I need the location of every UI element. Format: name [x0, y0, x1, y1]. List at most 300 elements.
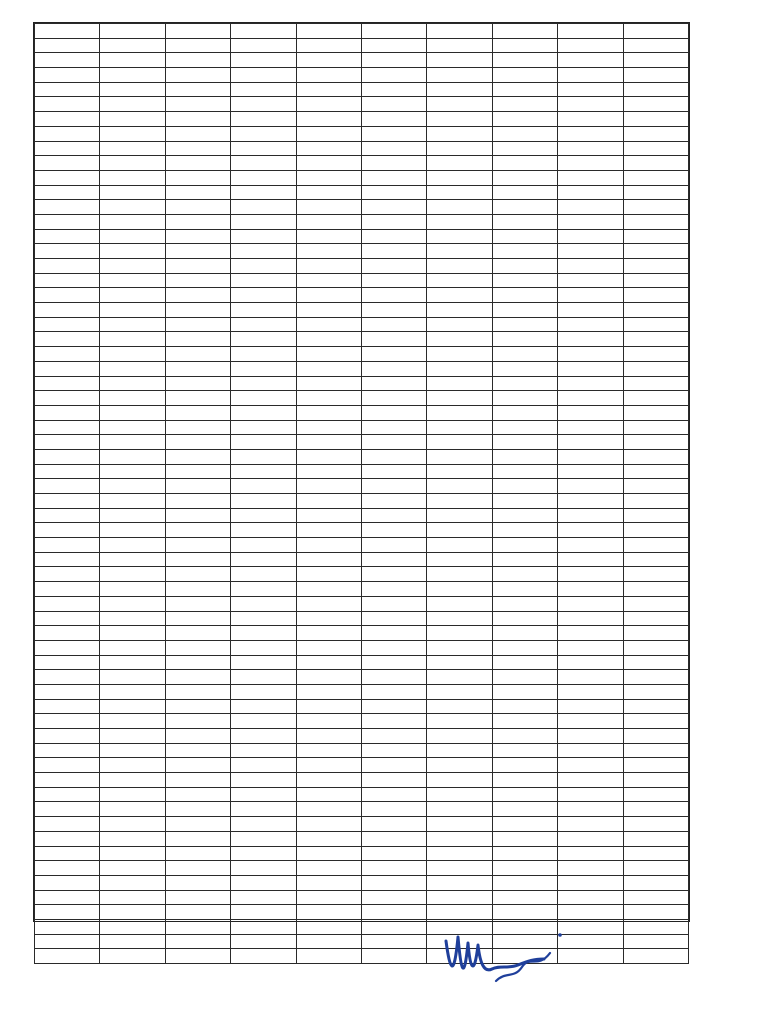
table-cell: [165, 479, 230, 494]
table-cell: [165, 567, 230, 582]
table-cell: [623, 831, 688, 846]
table-cell: [361, 303, 426, 318]
table-cell: [623, 875, 688, 890]
table-cell: [35, 68, 100, 83]
table-cell: [100, 919, 165, 934]
table-cell: [165, 156, 230, 171]
table-row: [35, 347, 689, 362]
table-cell: [231, 949, 296, 964]
table-cell: [623, 97, 688, 112]
table-cell: [231, 288, 296, 303]
table-cell: [35, 214, 100, 229]
table-cell: [623, 391, 688, 406]
table-cell: [231, 141, 296, 156]
table-cell: [231, 875, 296, 890]
table-cell: [100, 831, 165, 846]
table-cell: [492, 214, 557, 229]
table-cell: [427, 449, 492, 464]
table-cell: [361, 288, 426, 303]
table-cell: [231, 596, 296, 611]
table-cell: [35, 934, 100, 949]
table-cell: [231, 38, 296, 53]
table-cell: [492, 259, 557, 274]
table-cell: [361, 787, 426, 802]
table-cell: [623, 905, 688, 920]
table-cell: [100, 405, 165, 420]
table-cell: [165, 449, 230, 464]
table-cell: [427, 802, 492, 817]
table-cell: [427, 170, 492, 185]
table-row: [35, 420, 689, 435]
table-cell: [558, 582, 623, 597]
table-cell: [623, 699, 688, 714]
table-cell: [361, 523, 426, 538]
table-cell: [492, 288, 557, 303]
table-cell: [558, 626, 623, 641]
table-cell: [165, 82, 230, 97]
table-cell: [623, 244, 688, 259]
table-cell: [296, 596, 361, 611]
table-cell: [558, 259, 623, 274]
table-cell: [35, 347, 100, 362]
table-cell: [492, 773, 557, 788]
table-cell: [100, 523, 165, 538]
table-row: [35, 817, 689, 832]
table-cell: [35, 288, 100, 303]
table-cell: [361, 464, 426, 479]
table-cell: [231, 538, 296, 553]
table-cell: [35, 919, 100, 934]
table-cell: [361, 831, 426, 846]
table-cell: [296, 82, 361, 97]
signature-mark: [440, 925, 570, 995]
table-cell: [296, 743, 361, 758]
table-cell: [492, 802, 557, 817]
table-cell: [100, 97, 165, 112]
table-cell: [231, 831, 296, 846]
table-cell: [35, 273, 100, 288]
table-cell: [361, 420, 426, 435]
table-cell: [165, 508, 230, 523]
table-cell: [492, 112, 557, 127]
table-cell: [427, 112, 492, 127]
table-cell: [427, 552, 492, 567]
table-cell: [231, 435, 296, 450]
table-cell: [623, 670, 688, 685]
table-row: [35, 582, 689, 597]
table-cell: [100, 435, 165, 450]
table-cell: [361, 126, 426, 141]
table-cell: [231, 567, 296, 582]
table-cell: [231, 523, 296, 538]
table-cell: [492, 170, 557, 185]
table-cell: [231, 332, 296, 347]
table-row: [35, 479, 689, 494]
table-row: [35, 361, 689, 376]
table-cell: [623, 846, 688, 861]
table-row: [35, 303, 689, 318]
table-cell: [558, 273, 623, 288]
table-cell: [427, 420, 492, 435]
table-cell: [623, 890, 688, 905]
table-cell: [492, 53, 557, 68]
table-cell: [558, 538, 623, 553]
table-cell: [558, 890, 623, 905]
table-row: [35, 714, 689, 729]
table-cell: [165, 552, 230, 567]
table-cell: [100, 508, 165, 523]
table-cell: [35, 405, 100, 420]
table-cell: [492, 699, 557, 714]
table-cell: [100, 949, 165, 964]
table-cell: [427, 141, 492, 156]
table-cell: [35, 684, 100, 699]
table-cell: [492, 494, 557, 509]
table-cell: [492, 38, 557, 53]
table-cell: [623, 449, 688, 464]
table-cell: [165, 905, 230, 920]
table-cell: [558, 229, 623, 244]
table-cell: [427, 391, 492, 406]
table-cell: [361, 773, 426, 788]
table-cell: [492, 435, 557, 450]
table-cell: [623, 949, 688, 964]
table-cell: [100, 699, 165, 714]
table-cell: [165, 273, 230, 288]
table-cell: [492, 743, 557, 758]
table-cell: [361, 743, 426, 758]
table-cell: [623, 729, 688, 744]
table-cell: [231, 919, 296, 934]
table-cell: [296, 655, 361, 670]
table-cell: [296, 611, 361, 626]
table-cell: [100, 538, 165, 553]
table-cell: [623, 538, 688, 553]
table-cell: [165, 229, 230, 244]
table-cell: [165, 729, 230, 744]
table-cell: [35, 758, 100, 773]
table-row: [35, 494, 689, 509]
table-cell: [100, 582, 165, 597]
table-cell: [231, 112, 296, 127]
table-cell: [100, 655, 165, 670]
table-cell: [427, 185, 492, 200]
table-cell: [558, 68, 623, 83]
table-row: [35, 758, 689, 773]
table-cell: [296, 582, 361, 597]
table-cell: [296, 802, 361, 817]
table-cell: [427, 655, 492, 670]
table-cell: [558, 141, 623, 156]
table-cell: [231, 464, 296, 479]
table-cell: [558, 214, 623, 229]
table-cell: [35, 435, 100, 450]
table-cell: [296, 97, 361, 112]
table-cell: [165, 435, 230, 450]
table-cell: [231, 817, 296, 832]
table-cell: [558, 347, 623, 362]
table-cell: [165, 611, 230, 626]
table-cell: [100, 347, 165, 362]
table-cell: [427, 787, 492, 802]
table-cell: [361, 640, 426, 655]
table-cell: [100, 317, 165, 332]
table-cell: [492, 244, 557, 259]
table-cell: [296, 273, 361, 288]
table-cell: [492, 817, 557, 832]
table-cell: [296, 126, 361, 141]
table-cell: [296, 699, 361, 714]
table-cell: [558, 494, 623, 509]
table-cell: [558, 405, 623, 420]
table-cell: [558, 743, 623, 758]
table-cell: [361, 332, 426, 347]
table-cell: [623, 53, 688, 68]
table-cell: [492, 875, 557, 890]
table-cell: [361, 244, 426, 259]
table-cell: [35, 611, 100, 626]
table-cell: [623, 640, 688, 655]
table-cell: [231, 229, 296, 244]
table-cell: [296, 259, 361, 274]
table-cell: [231, 699, 296, 714]
table-cell: [492, 729, 557, 744]
table-cell: [296, 626, 361, 641]
table-cell: [296, 317, 361, 332]
table-cell: [361, 802, 426, 817]
table-cell: [165, 538, 230, 553]
table-cell: [296, 347, 361, 362]
table-cell: [165, 141, 230, 156]
table-cell: [165, 259, 230, 274]
table-cell: [100, 68, 165, 83]
table-row: [35, 185, 689, 200]
table-cell: [558, 479, 623, 494]
table-row: [35, 552, 689, 567]
table-cell: [100, 567, 165, 582]
table-cell: [427, 699, 492, 714]
table-cell: [361, 670, 426, 685]
table-cell: [361, 861, 426, 876]
table-cell: [35, 861, 100, 876]
table-cell: [165, 170, 230, 185]
table-cell: [361, 582, 426, 597]
table-cell: [361, 361, 426, 376]
table-cell: [231, 670, 296, 685]
table-cell: [492, 200, 557, 215]
table-cell: [558, 288, 623, 303]
table-cell: [231, 303, 296, 318]
table-row: [35, 156, 689, 171]
table-cell: [427, 743, 492, 758]
table-cell: [427, 582, 492, 597]
table-cell: [492, 141, 557, 156]
table-cell: [623, 376, 688, 391]
table-cell: [35, 670, 100, 685]
table-cell: [623, 332, 688, 347]
table-cell: [492, 670, 557, 685]
table-cell: [623, 626, 688, 641]
table-cell: [231, 552, 296, 567]
table-cell: [165, 97, 230, 112]
table-cell: [558, 200, 623, 215]
table-cell: [492, 523, 557, 538]
table-cell: [296, 890, 361, 905]
table-cell: [100, 743, 165, 758]
table-cell: [558, 38, 623, 53]
table-cell: [427, 773, 492, 788]
table-cell: [623, 773, 688, 788]
table-cell: [558, 817, 623, 832]
table-cell: [100, 376, 165, 391]
table-cell: [165, 288, 230, 303]
table-row: [35, 846, 689, 861]
table-cell: [623, 464, 688, 479]
table-cell: [100, 464, 165, 479]
table-cell: [35, 875, 100, 890]
table-cell: [165, 787, 230, 802]
table-cell: [165, 405, 230, 420]
table-cell: [165, 684, 230, 699]
table-row: [35, 508, 689, 523]
table-cell: [296, 714, 361, 729]
table-row: [35, 640, 689, 655]
document-page: [33, 22, 690, 922]
table-cell: [558, 24, 623, 39]
table-cell: [361, 934, 426, 949]
table-cell: [558, 82, 623, 97]
table-cell: [427, 435, 492, 450]
table-cell: [492, 332, 557, 347]
table-cell: [296, 934, 361, 949]
table-cell: [427, 214, 492, 229]
table-cell: [427, 288, 492, 303]
table-cell: [35, 508, 100, 523]
table-cell: [165, 831, 230, 846]
table-cell: [427, 38, 492, 53]
table-cell: [427, 494, 492, 509]
table-cell: [427, 347, 492, 362]
table-cell: [296, 435, 361, 450]
table-cell: [231, 391, 296, 406]
table-cell: [361, 405, 426, 420]
table-cell: [623, 934, 688, 949]
table-cell: [427, 317, 492, 332]
table-cell: [361, 567, 426, 582]
table-cell: [361, 508, 426, 523]
table-cell: [296, 567, 361, 582]
table-cell: [100, 890, 165, 905]
table-cell: [492, 376, 557, 391]
table-cell: [35, 596, 100, 611]
table-cell: [361, 758, 426, 773]
table-cell: [623, 611, 688, 626]
table-cell: [35, 552, 100, 567]
table-cell: [427, 758, 492, 773]
table-cell: [35, 773, 100, 788]
table-cell: [492, 185, 557, 200]
table-row: [35, 567, 689, 582]
table-row: [35, 259, 689, 274]
table-cell: [558, 714, 623, 729]
table-cell: [558, 846, 623, 861]
table-cell: [427, 670, 492, 685]
table-row: [35, 626, 689, 641]
table-cell: [100, 596, 165, 611]
table-cell: [165, 817, 230, 832]
table-cell: [558, 699, 623, 714]
table-cell: [361, 875, 426, 890]
table-cell: [231, 376, 296, 391]
table-cell: [623, 214, 688, 229]
table-cell: [100, 684, 165, 699]
table-row: [35, 68, 689, 83]
table-cell: [35, 156, 100, 171]
table-row: [35, 376, 689, 391]
table-cell: [296, 141, 361, 156]
table-cell: [35, 655, 100, 670]
table-cell: [35, 729, 100, 744]
table-cell: [231, 508, 296, 523]
table-cell: [623, 655, 688, 670]
table-cell: [231, 655, 296, 670]
table-row: [35, 141, 689, 156]
table-cell: [35, 420, 100, 435]
table-cell: [296, 640, 361, 655]
table-cell: [427, 640, 492, 655]
table-cell: [623, 259, 688, 274]
table-cell: [296, 229, 361, 244]
table-cell: [361, 684, 426, 699]
table-cell: [296, 68, 361, 83]
table-cell: [296, 361, 361, 376]
table-cell: [427, 875, 492, 890]
table-cell: [165, 376, 230, 391]
table-cell: [35, 890, 100, 905]
table-cell: [100, 244, 165, 259]
table-cell: [492, 640, 557, 655]
table-cell: [100, 112, 165, 127]
table-cell: [165, 670, 230, 685]
table-cell: [165, 699, 230, 714]
table-row: [35, 38, 689, 53]
table-cell: [35, 802, 100, 817]
table-cell: [427, 538, 492, 553]
table-cell: [361, 347, 426, 362]
table-cell: [492, 361, 557, 376]
table-cell: [361, 141, 426, 156]
table-cell: [623, 141, 688, 156]
table-row: [35, 861, 689, 876]
table-cell: [35, 391, 100, 406]
table-cell: [558, 317, 623, 332]
table-cell: [492, 24, 557, 39]
table-cell: [361, 538, 426, 553]
table-cell: [427, 82, 492, 97]
table-cell: [558, 670, 623, 685]
table-cell: [361, 82, 426, 97]
table-cell: [492, 890, 557, 905]
table-cell: [100, 787, 165, 802]
table-cell: [558, 97, 623, 112]
table-cell: [35, 787, 100, 802]
table-cell: [35, 743, 100, 758]
table-cell: [231, 97, 296, 112]
table-cell: [296, 376, 361, 391]
table-cell: [623, 479, 688, 494]
table-cell: [100, 303, 165, 318]
table-cell: [35, 464, 100, 479]
